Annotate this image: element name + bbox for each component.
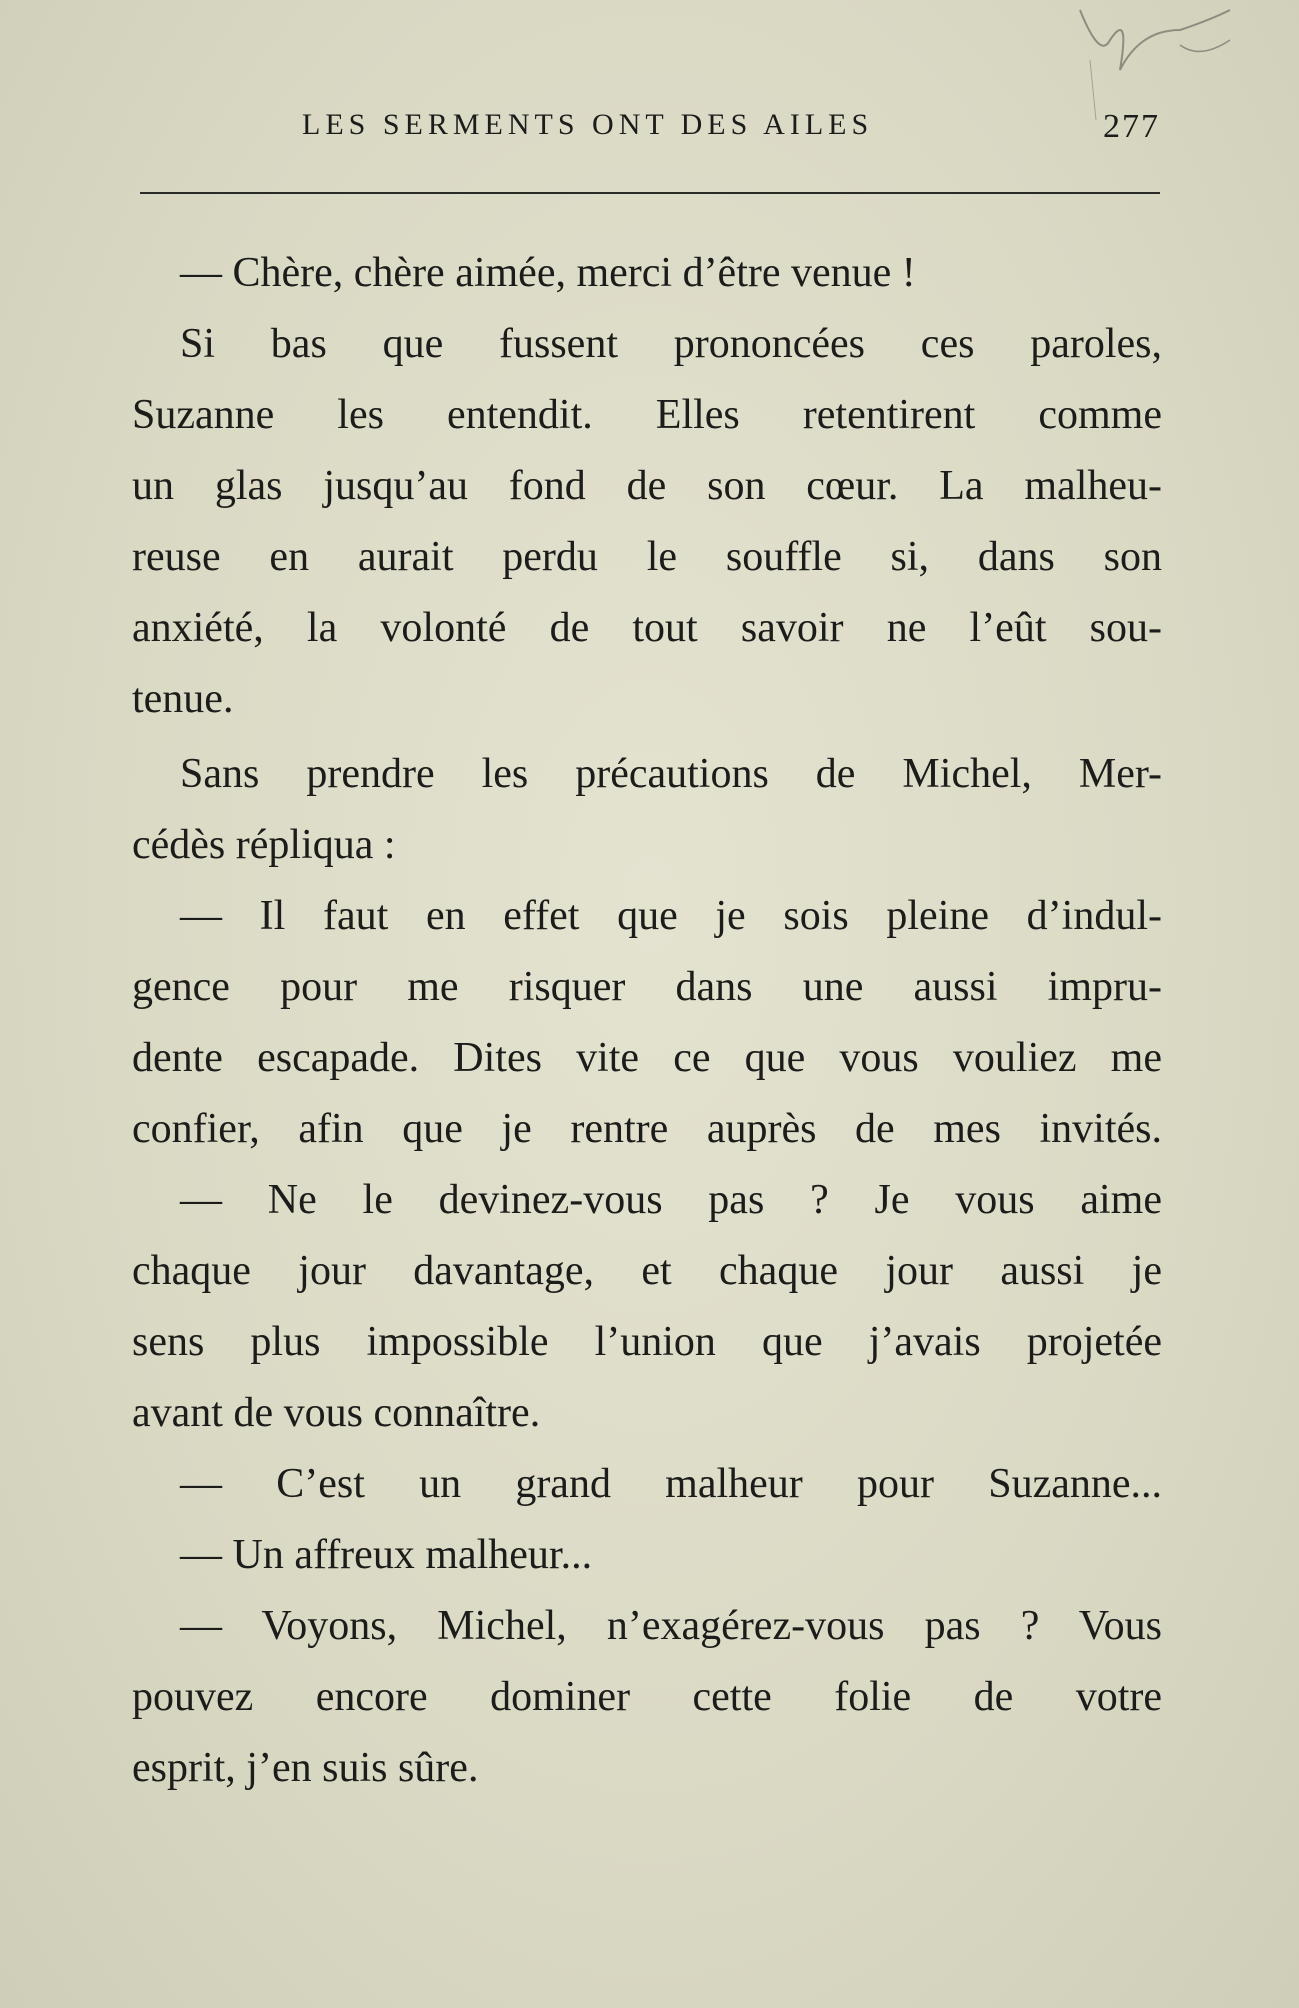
text-line: un glas jusqu’au fond de son cœur. La malheu- (132, 463, 1162, 509)
text-line: — Un affreux malheur... (180, 1532, 593, 1578)
running-title: LES SERMENTS ONT DES AILES (302, 108, 874, 141)
text-line: Sans prendre les précautions de Michel, Mer- (180, 751, 1162, 797)
text-line: anxiété, la volonté de tout savoir ne l’eût sou- (132, 605, 1162, 651)
text-line: — Il faut en effet que je sois pleine d’indul- (180, 893, 1162, 939)
text-line: — C’est un grand malheur pour Suzanne... (180, 1461, 1162, 1507)
text-line: Suzanne les entendit. Elles retentirent comme (132, 392, 1162, 438)
text-line: confier, afin que je rentre auprès de mes invités. (132, 1106, 1162, 1152)
text-line: sens plus impossible l’union que j’avais projetée (132, 1319, 1162, 1365)
text-line: — Voyons, Michel, n’exagérez-vous pas ? Vous (180, 1603, 1162, 1649)
page-number: 277 (1103, 108, 1160, 145)
text-line: tenue. (132, 676, 234, 722)
text-line: reuse en aurait perdu le souffle si, dans son (132, 534, 1162, 580)
text-line: pouvez encore dominer cette folie de votre (132, 1674, 1162, 1720)
text-line: avant de vous connaître. (132, 1390, 541, 1436)
text-line: gence pour me risquer dans une aussi impru- (132, 964, 1162, 1010)
page-header (140, 108, 1160, 148)
text-line: cédès répliqua : (132, 822, 396, 868)
text-line: — Chère, chère aimée, merci d’être venue ! (180, 250, 916, 296)
text-line: chaque jour davantage, et chaque jour aussi je (132, 1248, 1162, 1294)
text-line: — Ne le devinez-vous pas ? Je vous aime (180, 1177, 1162, 1223)
text-line: dente escapade. Dites vite ce que vous vouliez me (132, 1035, 1162, 1081)
body-text (132, 238, 1162, 1804)
text-line: esprit, j’en suis sûre. (132, 1745, 479, 1791)
text-line: Si bas que fussent prononcées ces paroles, (180, 321, 1162, 367)
header-rule (140, 192, 1160, 194)
